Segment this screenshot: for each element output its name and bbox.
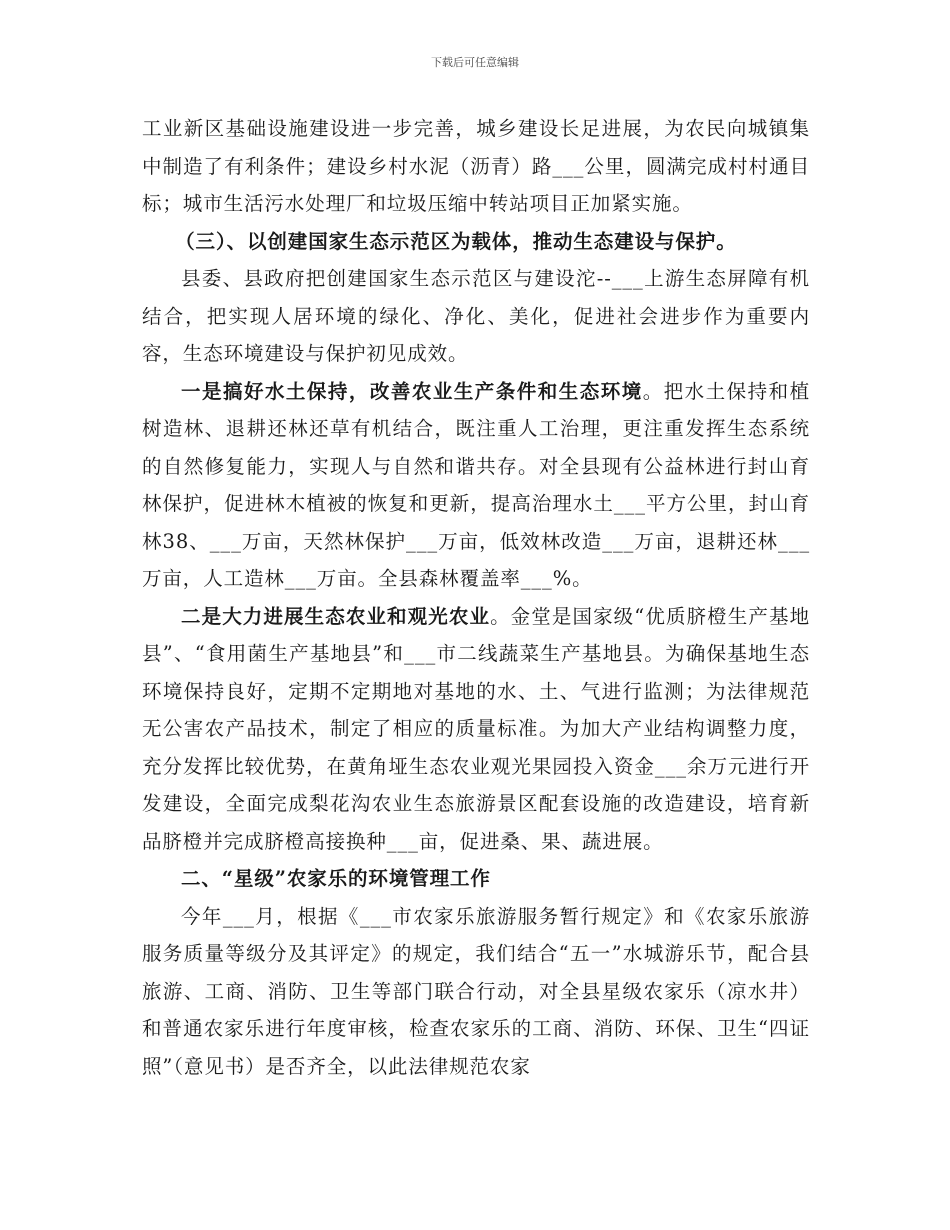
paragraph-infrastructure: 工业新区基础设施建设进一步完善，城乡建设长足进展，为农民向城镇集中制造了有利条件；建设乡村水泥（沥青）路___公里，圆满完成村村通目标；城市生活污水处理厂和垃圾压缩中转站项目正加紧实施。 bbox=[142, 117, 810, 215]
paragraph-eco-agriculture bbox=[142, 598, 810, 861]
body-eco-agriculture: 。金堂是国家级“优质脐橙生产基地县”、“食用菌生产基地县”和___市二线蔬菜生产基地县。为确保基地生态环境保持良好，定期不定期地对基地的水、土、气进行监测；为法律规范无公害农产品技术，制定了相应的质量标准。为加大产业结构调整力度，充分发挥比较优势，在黄角垭生态农业观光果园投入资金___余万元进行开发建设，全面完成梨花沟农业生态旅游景区配套设施的改造建设，培育新品脐橙并完成脐橙高接换种___亩，促进桑、果、蔬进展。 bbox=[142, 604, 810, 853]
body-soil-conservation: 。把水土保持和植树造林、退耕还林还草有机结合，既注重人工治理，更注重发挥生态系统的自然修复能力，实现人与自然和谐共存。对全县现有公益林进行封山育林保护，促进林木植被的恢复和更新，提高治理水土___平方公里，封山育林38、___万亩，天然林保护___万亩，低效林改造___万亩，退耕还林___万亩，人工造林___万亩。全县森林覆盖率___%。 bbox=[142, 379, 810, 590]
paragraph-soil-conservation bbox=[142, 373, 810, 598]
section-heading-3: （三）、以创建国家生态示范区为载体，推动生态建设与保护。 bbox=[175, 229, 737, 253]
lead-soil-conservation: 一是搞好水土保持，改善农业生产条件和生态环境 bbox=[181, 379, 643, 403]
page-header: 下载后可任意编辑 bbox=[431, 56, 519, 69]
lead-eco-agriculture: 二是大力进展生态农业和观光农业 bbox=[181, 604, 491, 628]
paragraph-farmhouse-management: 今年___月，根据《___市农家乐旅游服务暂行规定》和《农家乐旅游服务质量等级分及其评定》的规定，我们结合“五一”水城游乐节，配合县旅游、工商、消防、卫生等部门联合行动，对全县星级农家乐（凉水井）和普通农家乐进行年度审核，检查农家乐的工商、消防、环保、卫生“四证照”（意见书）是否齐全，以此法律规范农家 bbox=[142, 904, 810, 1078]
document-body bbox=[142, 110, 810, 1085]
paragraph-ecological-barrier: 县委、县政府把创建国家生态示范区与建设沱--___上游生态屏障有机结合，把实现人居环境的绿化、净化、美化，促进社会进步作为重要内容，生态环境建设与保护初见成效。 bbox=[142, 267, 810, 365]
section-heading-2: 二、“星级”农家乐的环境管理工作 bbox=[181, 867, 491, 890]
